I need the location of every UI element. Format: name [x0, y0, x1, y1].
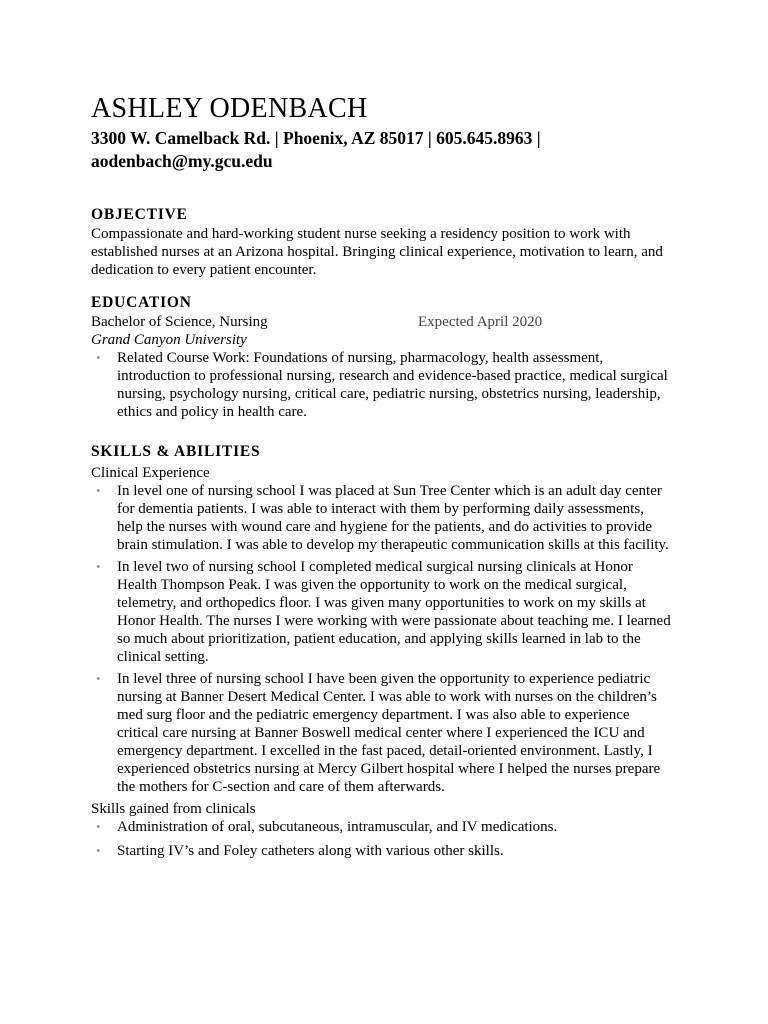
objective-text: Compassionate and hard-working student nurse seeking a residency position to work with established nurses at an Arizona hospital. Bringing clinical experience, motivation to learn, and dedication to every patient encounter.: [91, 226, 663, 278]
coursework-list: [91, 349, 671, 421]
education-school: Grand Canyon University: [91, 332, 247, 348]
bullet-icon: •: [96, 559, 101, 574]
bullet-icon: •: [96, 843, 101, 858]
skills-gained-text: Administration of oral, subcutaneous, intramuscular, and IV medications.: [117, 819, 558, 835]
clinical-item-text: In level one of nursing school I was placed at Sun Tree Center which is an adult day center for dementia patients. I was able to interact with them by performing daily assessments, help the nurses with wound care and hygiene for the patients, and do activities to provide brain stimulation. I was able to develop my therapeutic communication skills at this facility.: [117, 483, 669, 553]
list-item: [91, 482, 671, 554]
skills-gained-list: [91, 818, 671, 860]
bullet-icon: •: [96, 483, 101, 498]
list-item: [91, 842, 671, 860]
bullet-icon: •: [96, 350, 101, 365]
contact-address-phone: 3300 W. Camelback Rd. | Phoenix, AZ 85017 | 605.645.8963 |: [91, 128, 541, 148]
education-heading: EDUCATION: [91, 294, 192, 311]
list-item: [91, 349, 671, 421]
list-item: [91, 818, 671, 836]
clinical-experience-heading: Clinical Experience: [91, 465, 210, 481]
resume-document: [91, 92, 671, 866]
clinical-item-text: In level two of nursing school I completed medical surgical nursing clinicals at Honor Health Thompson Peak. I was given the opportunity to work on the medical surgical, telemetry, and orthopedics floor. I was given many opportunities to work on my skills at Honor Health. The nurses I were working with were passionate about teaching me. I learned so much about prioritization, patient education, and applying skills learned in lab to the clinical setting.: [117, 559, 671, 665]
skills-gained-heading: Skills gained from clinicals: [91, 801, 256, 817]
skills-gained-text: Starting IV’s and Foley catheters along with various other skills.: [117, 843, 504, 859]
contact-email: aodenbach@my.gcu.edu: [91, 151, 273, 171]
skills-heading: SKILLS & ABILITIES: [91, 443, 261, 460]
clinical-item-text: In level three of nursing school I have been given the opportunity to experience pediatric nursing at Banner Desert Medical Center. I was able to work with nurses on the children’s med surg floor and the pediatric emergency department. I was also able to experience critical care nursing at Banner Boswell medical center where I experienced the ICU and emergency department. I excelled in the fast paced, detail-oriented environment. Lastly, I experienced obstetrics nursing at Mercy Gilbert hospital where I helped the nurses prepare the mothers for C-section and care of them afterwards.: [117, 671, 661, 795]
bullet-icon: •: [96, 819, 101, 834]
coursework-text: Related Course Work: Foundations of nursing, pharmacology, health assessment, introduction to professional nursing, research and evidence-based practice, medical surgical nursing, psychology nursing, critical care, pediatric nursing, obstetrics nursing, leadership, ethics and policy in health care.: [117, 350, 668, 420]
education-degree: Bachelor of Science, Nursing: [91, 314, 268, 330]
education-date: Expected April 2020: [418, 314, 543, 330]
clinical-experience-list: [91, 482, 671, 796]
objective-heading: OBJECTIVE: [91, 206, 188, 223]
bullet-icon: •: [96, 671, 101, 686]
contact-info: [91, 127, 671, 173]
list-item: [91, 670, 671, 796]
applicant-name: ASHLEY ODENBACH: [91, 93, 368, 124]
education-degree-row: [91, 313, 671, 331]
list-item: [91, 558, 671, 666]
